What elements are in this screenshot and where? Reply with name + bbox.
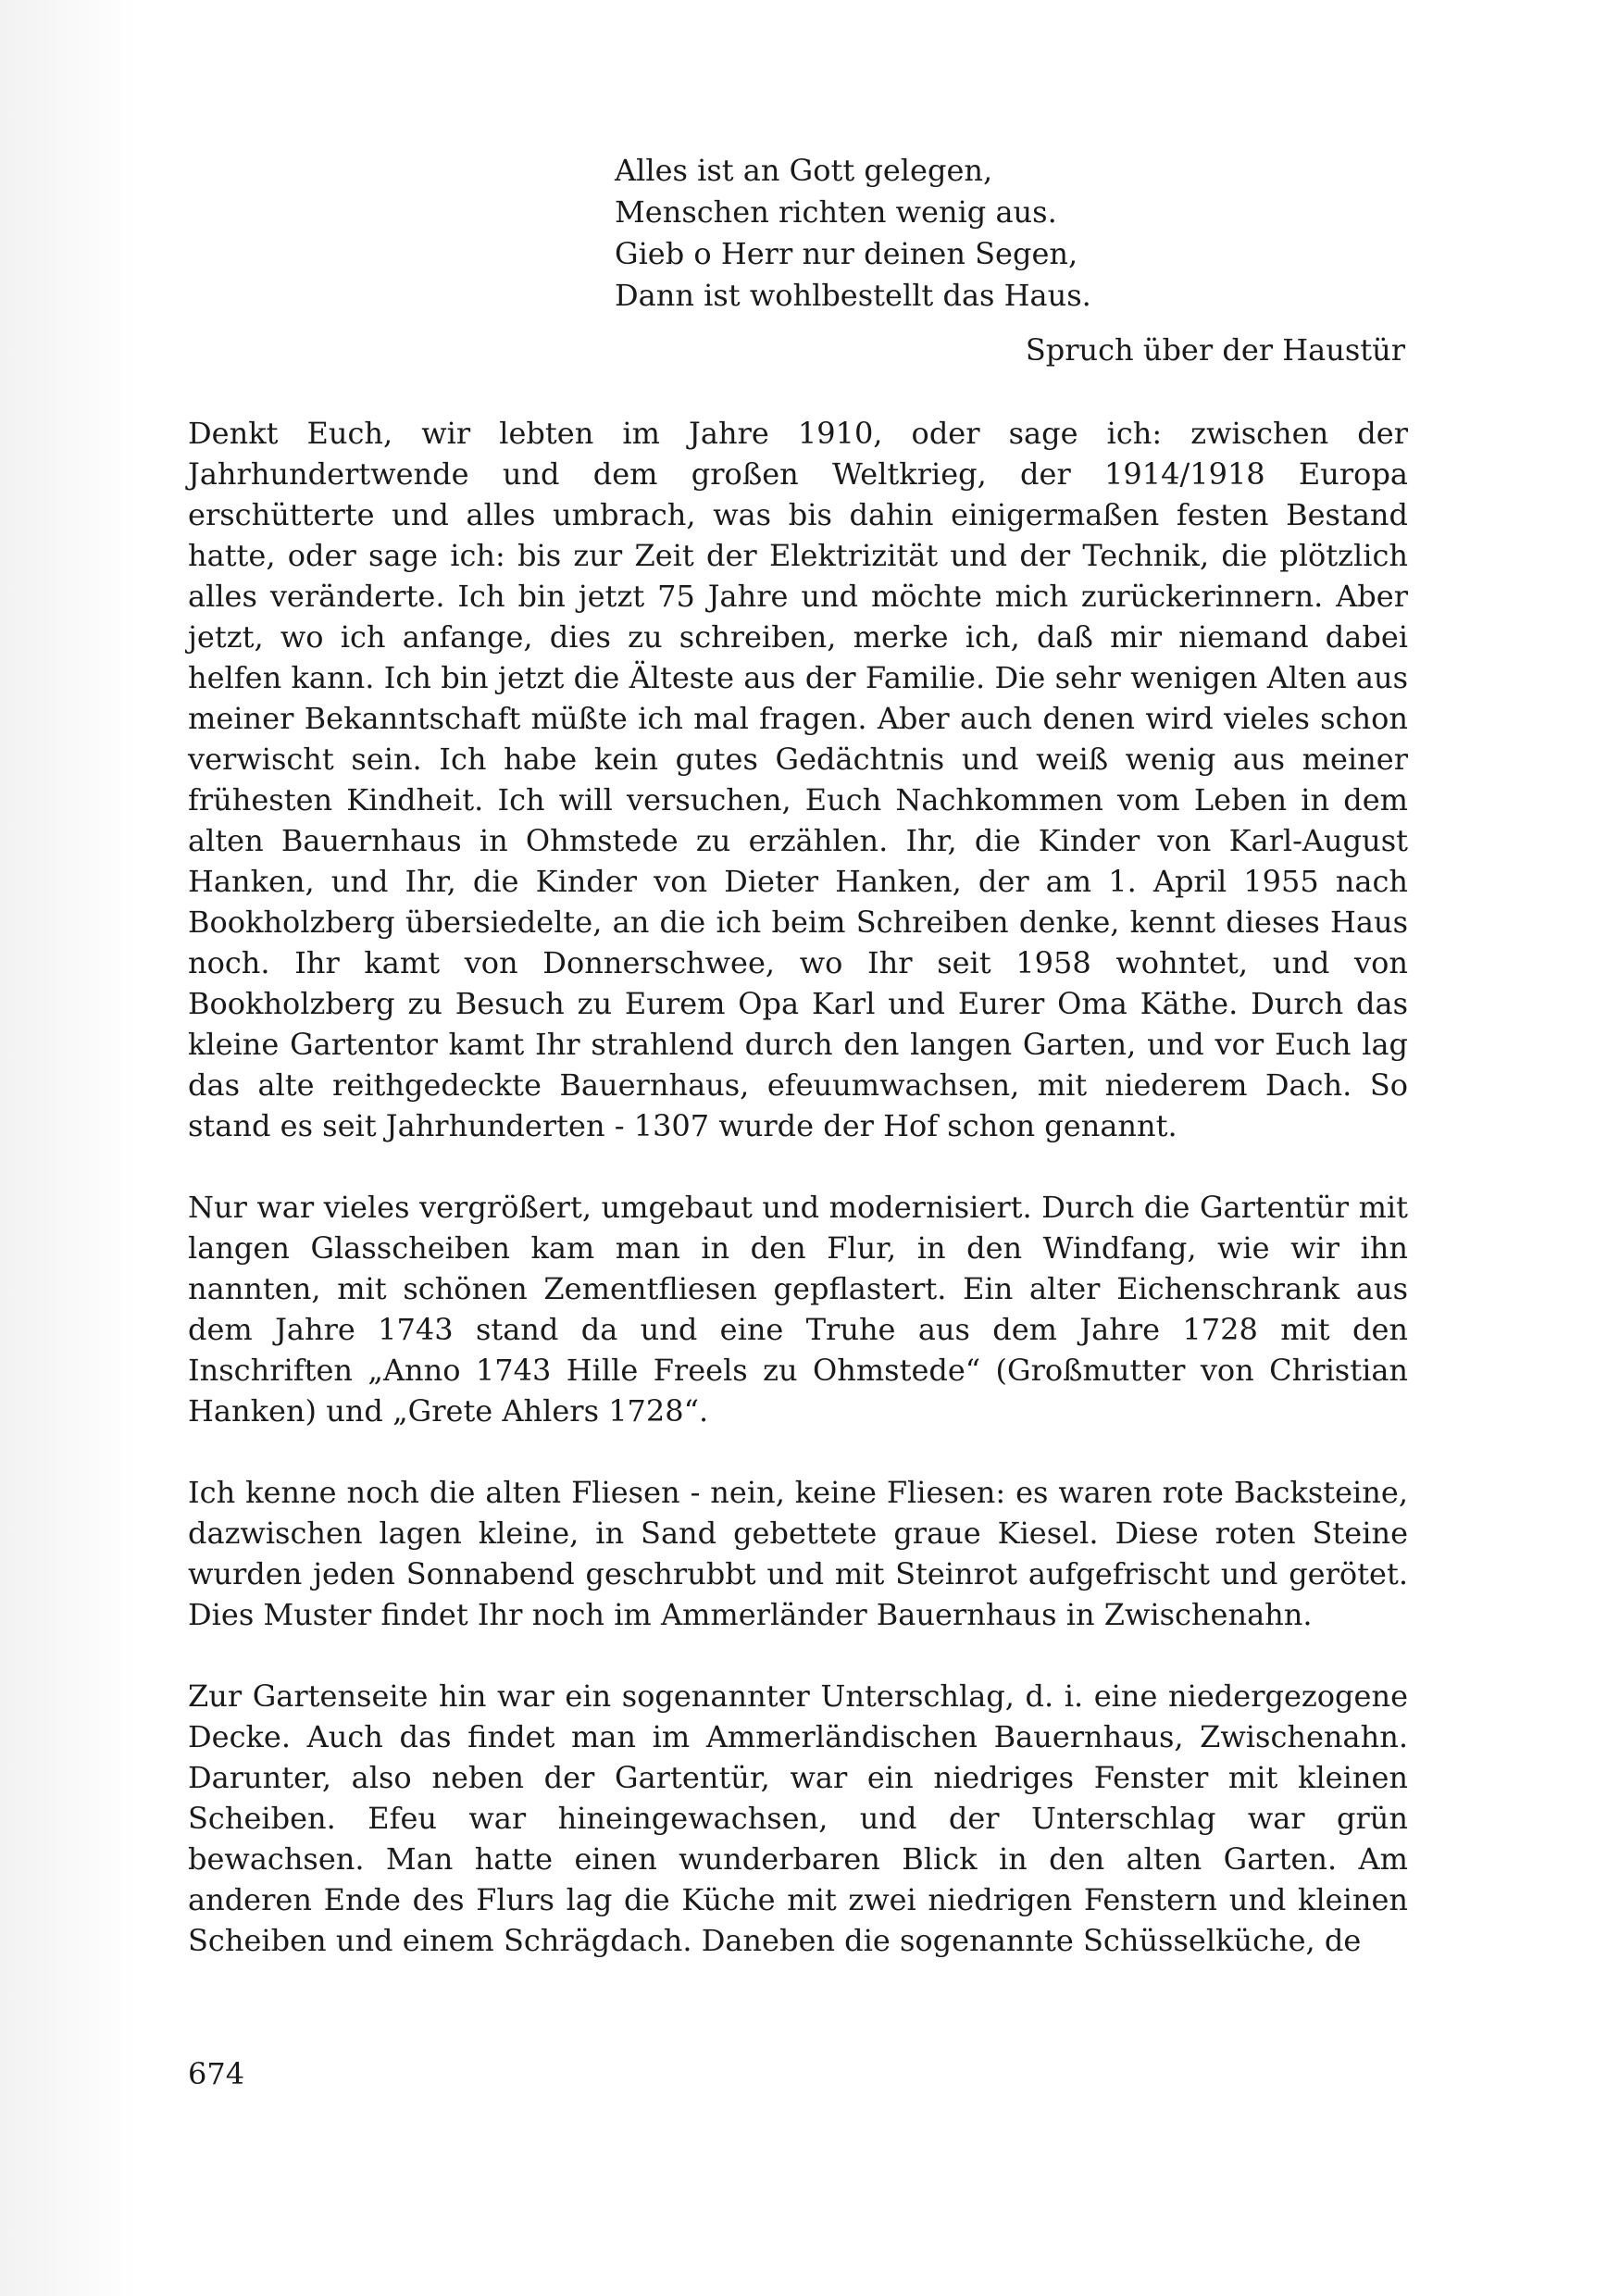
epigraph-poem (615, 150, 1411, 317)
poem-line: Menschen richten wenig aus. (615, 194, 1057, 230)
paragraph: Zur Gartenseite hin war ein sogenannter Unterschlag, d. i. eine niedergezogene Decke. Auch das findet man im Ammerländischen Bauernhaus, Zwischenahn. Darunter, also neben der Gartentür, war ein niedriges Fenster mit kleinen Scheiben. Efeu war hineingewachsen, und der Unterschlag war grün bewachsen. Man hatte einen wunderbaren Blick in den alten Garten. Am anderen Ende des Flurs lag die Küche mit zwei niedrigen Fenstern und kleinen Scheiben und einem Schrägdach. Daneben die sogenannte Schüsselküche, de (188, 1678, 1408, 1958)
page-number: 674 (188, 2056, 245, 2091)
poem-line: Alles ist an Gott gelegen, (615, 153, 993, 188)
paragraph: Ich kenne noch die alten Fliesen - nein, keine Fliesen: es waren rote Backsteine, dazwischen lagen kleine, in Sand gebettete graue Kiesel. Diese roten Steine wurden jeden Sonnabend geschrubbt und mit Steinrot aufgefrischt und gerötet. Dies Muster findet Ihr noch im Ammerländer Bauernhaus in Zwischenahn. (188, 1475, 1408, 1632)
poem-line: Dann ist wohlbestellt das Haus. (615, 278, 1091, 313)
paragraph: Nur war vieles vergrößert, umgebaut und modernisiert. Durch die Gartentür mit langen Glasscheiben kam man in den Flur, in den Windfang, wie wir ihn nannten, mit schönen Zementfliesen gepflastert. Ein alter Eichenschrank aus dem Jahre 1743 stand da und eine Truhe aus dem Jahre 1728 mit den Inschriften „Anno 1743 Hille Freels zu Ohmstede“ (Großmutter von Christian Hanken) und „Grete Ahlers 1728“. (188, 1190, 1408, 1429)
body-text (188, 413, 1408, 2002)
poem-line: Gieb o Herr nur deinen Segen, (615, 236, 1078, 271)
epigraph-attribution: Spruch über der Haustür (1025, 332, 1405, 368)
paragraph: Denkt Euch, wir lebten im Jahre 1910, oder sage ich: zwischen der Jahrhundertwende und dem großen Weltkrieg, der 1914/1918 Europa erschütterte und alles umbrach, was bis dahin einigermaßen festen Bestand hatte, oder sage ich: bis zur Zeit der Elektrizität und der Technik, die plötzlich alles veränderte. Ich bin jetzt 75 Jahre und möchte mich zurückerinnern. Aber jetzt, wo ich anfange, dies zu schreiben, merke ich, daß mir niemand dabei helfen kann. Ich bin jetzt die Älteste aus der Familie. Die sehr wenigen Alten aus meiner Bekanntschaft müßte ich mal fragen. Aber auch denen wird vieles schon verwischt sein. Ich habe kein gutes Gedächtnis und weiß wenig aus meiner frühesten Kindheit. Ich will versuchen, Euch Nachkommen vom Leben in dem alten Bauernhaus in Ohmstede zu erzählen. Ihr, die Kinder von Karl-August Hanken, und Ihr, die Kinder von Dieter Hanken, der am 1. April 1955 nach Bookholzberg übersiedelte, an die ich beim Schreiben denke, kennt dieses Haus noch. Ihr kamt von Donnerschwee, wo Ihr seit 1958 wohntet, und von Bookholzberg zu Besuch zu Eurem Opa Karl und Eurer Oma Käthe. Durch das kleine Gartentor kamt Ihr strahlend durch den langen Garten, und vor Euch lag das alte reithgedeckte Bauernhaus, efeuumwachsen, mit niederem Dach. So stand es seit Jahrhunderten - 1307 wurde der Hof schon genannt. (188, 416, 1408, 1143)
